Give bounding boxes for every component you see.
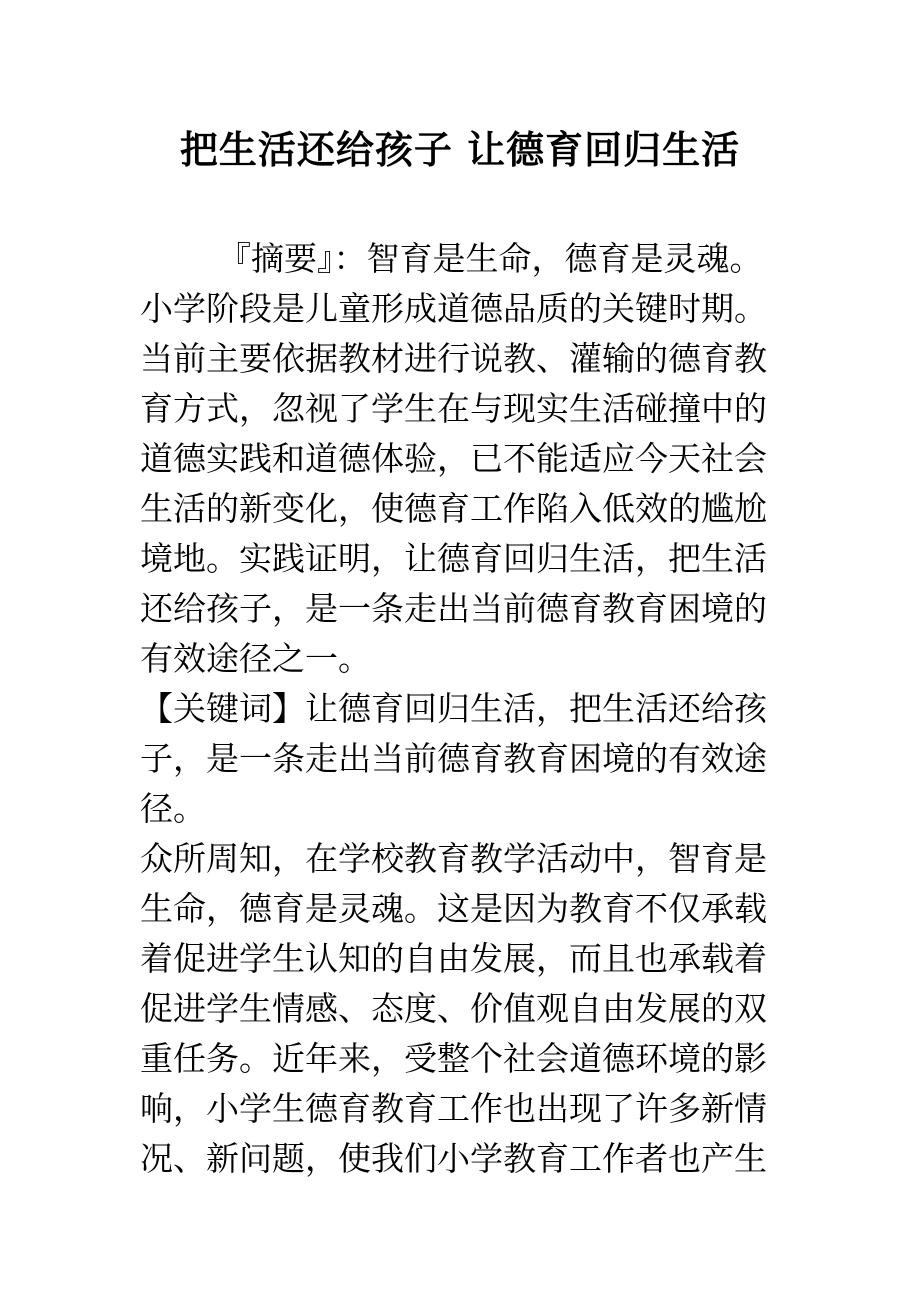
text-line: 促进学生情感、态度、价值观自由发展的双 [140, 989, 767, 1028]
text-line: 有效途径之一。 [140, 639, 371, 678]
text-line: 生活的新变化，使德育工作陷入低效的尴尬 [140, 489, 767, 528]
text-line: 育方式，忽视了学生在与现实生活碰撞中的 [140, 389, 767, 428]
document-title: 把生活还给孩子 让德育回归生活 [179, 128, 741, 172]
text-line: 况、新问题，使我们小学教育工作者也产生 [140, 1139, 767, 1178]
text-line: 小学阶段是儿童形成道德品质的关键时期。 [140, 289, 767, 328]
text-line: 响，小学生德育教育工作也出现了许多新情 [140, 1089, 767, 1128]
document-body [140, 234, 820, 1184]
text-line: 生命，德育是灵魂。这是因为教育不仅承载 [140, 889, 767, 928]
text-line: 道德实践和道德体验，已不能适应今天社会 [140, 439, 767, 478]
text-line: 境地。实践证明，让德育回归生活，把生活 [140, 539, 767, 578]
text-line: 还给孩子，是一条走出当前德育教育困境的 [140, 589, 767, 628]
abstract-line: 『摘要』：智育是生命，德育是灵魂。 [218, 239, 763, 278]
text-line: 着促进学生认知的自由发展，而且也承载着 [140, 939, 767, 978]
text-line: 众所周知，在学校教育教学活动中，智育是 [140, 839, 767, 878]
text-line: 重任务。近年来，受整个社会道德环境的影 [140, 1039, 767, 1078]
text-line: 径。 [140, 789, 206, 828]
keywords-line: 【关键词】让德育回归生活，把生活还给孩 [140, 689, 767, 728]
text-line: 当前主要依据教材进行说教、灌输的德育教 [140, 339, 767, 378]
text-line: 子，是一条走出当前德育教育困境的有效途 [140, 739, 767, 778]
